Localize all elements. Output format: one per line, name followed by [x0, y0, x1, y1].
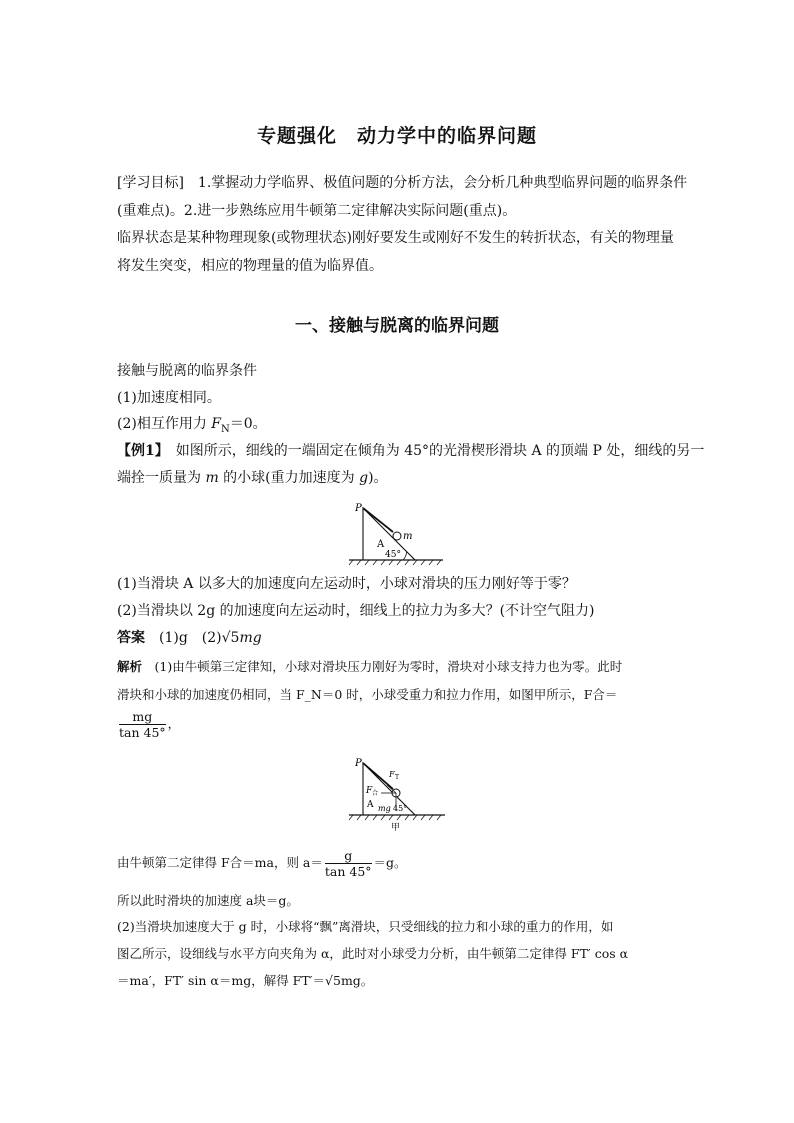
- fig1-label-a: A: [377, 539, 385, 550]
- force-diagram-figure: [345, 755, 447, 835]
- section-heading: 一、接触与脱离的临界问题: [295, 316, 499, 336]
- learning-goal-line-1: [学习目标] 1.掌握动力学临界、极值问题的分析方法，会分析几种典型临界问题的临界条件: [117, 175, 688, 191]
- analysis-line-1: 解析 (1)由牛顿第三定律知，小球对滑块压力刚好为零时，滑块对小球支持力也为零。此时: [117, 659, 623, 674]
- example-line-2: 端拴一质量为 m 的小球(重力加速度为 g)。: [117, 470, 388, 486]
- page-title: 专题强化 动力学中的临界问题: [256, 125, 537, 147]
- learning-goal-line-2: (重难点)。2.进一步熟练应用牛顿第二定律解决实际问题(重点)。: [117, 203, 517, 219]
- condition-title: 接触与脱离的临界条件: [117, 363, 257, 379]
- fig2-label-angle: 45°: [393, 804, 408, 813]
- fig2-label-f: F: [366, 786, 373, 796]
- fig2-label-ft-sub: T: [395, 774, 400, 781]
- fig1-label-m: m: [403, 531, 413, 542]
- learning-goal-tag: [学习目标]: [117, 175, 184, 191]
- answer: 答案 (1)g (2)√5mg: [117, 630, 262, 646]
- condition-2: (2)相互作用力 $F_N=0$。: [117, 416, 267, 435]
- incline-figure: [345, 498, 445, 566]
- question-2: (2)当滑块以 2g 的加速度向左运动时，细线上的拉力为多大？(不计空气阻力): [117, 603, 595, 619]
- question-1: (1)当滑块 A 以多大的加速度向左运动时，小球对滑块的压力刚好等于零？: [117, 576, 576, 592]
- analysis-line-7: ＝ma′，FT′ sin α＝mg，解得 FT′＝√5mg。: [117, 973, 374, 988]
- fig1-label-angle: 45°: [385, 550, 401, 560]
- analysis-label: 解析: [117, 659, 143, 674]
- analysis-line-5: (2)当滑块加速度大于 g 时，小球将“飘”离滑块，只受细线的拉力和小球的重力的作用，如: [117, 919, 614, 934]
- analysis-line-3: 由牛顿第二定律得 F合＝ma，则 a＝ $\frac{g}{\tan 45^\circ}$ ＝g。: [117, 848, 407, 879]
- fig2-caption: 甲: [391, 823, 401, 833]
- fig2-label-ft: F: [389, 770, 395, 779]
- fig2-label-mg: mg: [378, 804, 391, 813]
- analysis-line-2: 滑块和小球的加速度仍相同，当 F_N＝0 时，小球受重力和拉力作用，如图甲所示，F合＝: [117, 687, 618, 702]
- example-tag: 【例1】: [117, 443, 162, 459]
- fig1-label-p: P: [355, 503, 362, 514]
- intro-line-1: 临界状态是某种物理现象(或物理状态)刚好要发生或刚好不发生的转折状态，有关的物理量: [117, 230, 674, 246]
- fig2-label-f-sub: 合: [372, 790, 379, 797]
- condition-1: (1)加速度相同。: [117, 390, 221, 406]
- intro-line-2: 将发生突变，相应的物理量的值为临界值。: [117, 258, 383, 274]
- example-line-1: 【例1】 如图所示，细线的一端固定在倾角为 45°的光滑楔形滑块 A 的顶端 P 处，细线的另一: [117, 443, 705, 459]
- fig2-label-a: A: [367, 800, 374, 810]
- analysis-fraction-1: $\frac{mg}{\tan 45^\circ}$ ，: [119, 709, 181, 740]
- analysis-line-4: 所以此时滑块的加速度 a块＝g。: [117, 893, 299, 908]
- fig2-label-p: P: [355, 758, 362, 769]
- answer-label: 答案: [117, 630, 145, 646]
- analysis-line-6: 图乙所示，设细线与水平方向夹角为 α，此时对小球受力分析，由牛顿第二定律得 FT′ cos α: [117, 946, 629, 961]
